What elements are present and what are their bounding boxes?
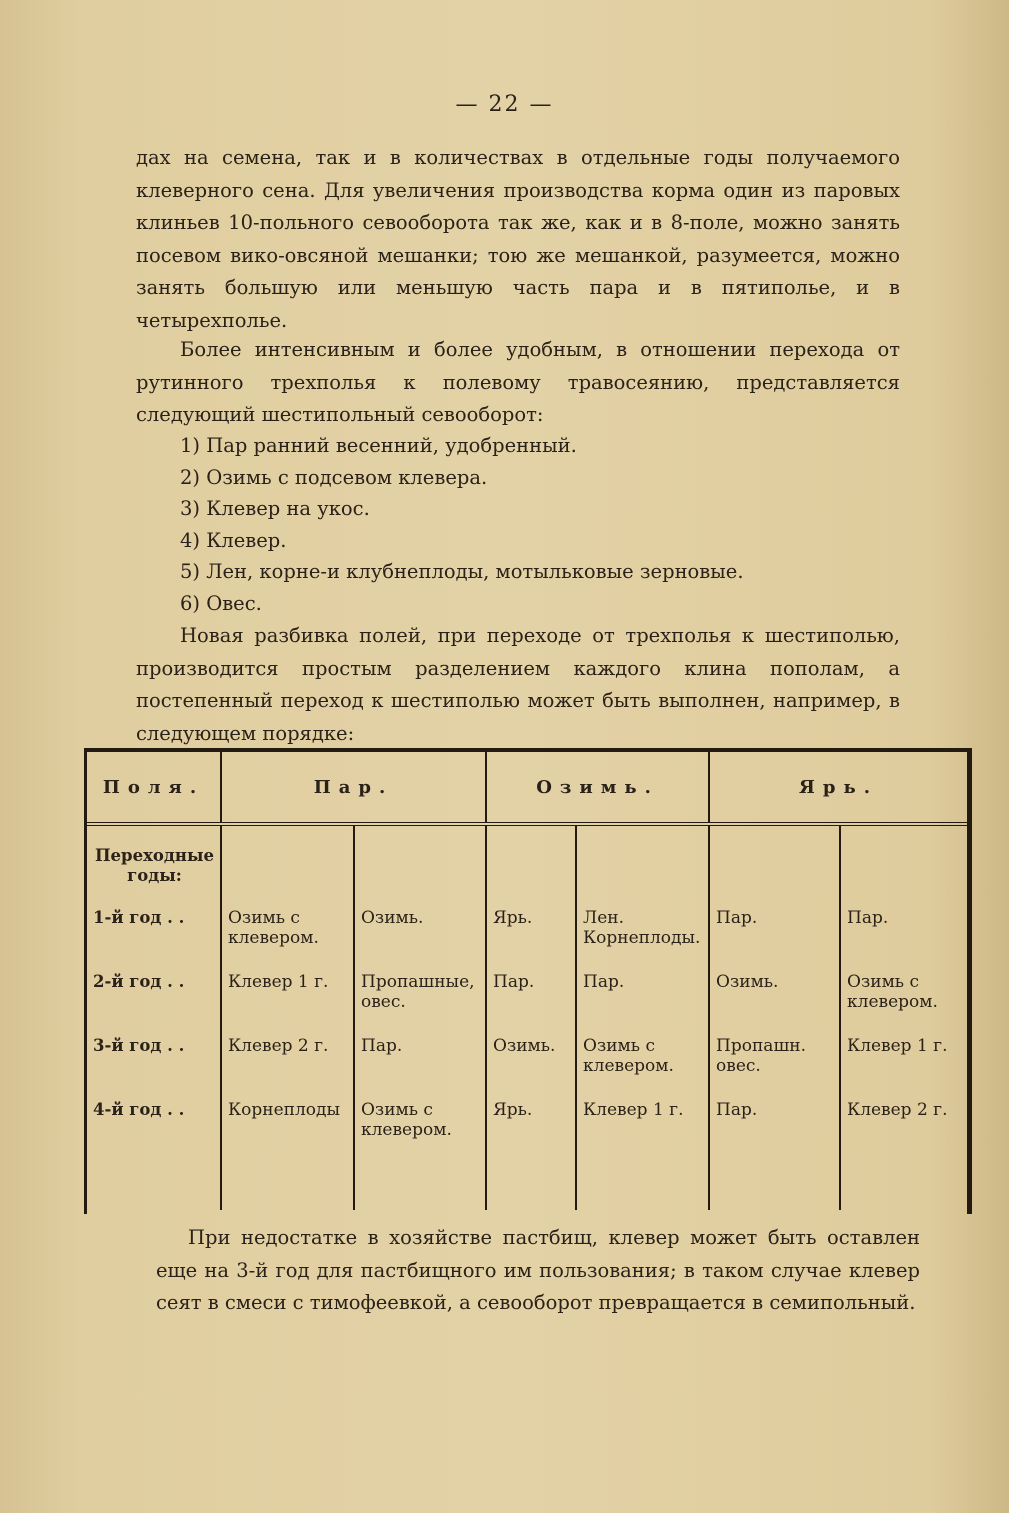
list-item: 1) Пар ранний весенний, удобренный. <box>180 434 577 457</box>
year-label: 3-й год . . <box>87 1032 221 1096</box>
paragraph-4: При недостатке в хозяйстве пастбищ, клевер может быть оставлен еще на 3-й год для пастбищного им пользования; в таком случае клевер сеят в смеси с тимофеевкой, а севооборот превращается в семипольный. <box>156 1226 920 1314</box>
year-label: 2-й год . . <box>87 968 221 1032</box>
table-cell: Лен. Корнеплоды. <box>576 904 709 968</box>
table-cell: Пар. <box>576 968 709 1032</box>
table-row <box>87 968 967 1032</box>
table-cell: Ярь. <box>486 904 576 968</box>
table-cell: Пар. <box>847 908 889 928</box>
table-cell: Клевер 2 г. <box>221 1032 354 1096</box>
paragraph-3: Новая разбивка полей, при переходе от трехполья к шестиполью, производится простым разделением каждого клина пополам, а постепенный переход к шестиполью может быть выполнен, например, в следующем порядке: <box>136 624 900 745</box>
list-item: 6) Овес. <box>180 591 262 615</box>
table-cell: Пропашн. овес. <box>709 1032 840 1096</box>
table-row <box>87 1096 967 1210</box>
list-item: 4) Клевер. <box>180 528 287 552</box>
table-row <box>87 904 967 968</box>
table-cell: Корнеплоды <box>221 1096 354 1210</box>
list-item: 2) Озимь с подсевом клевера. <box>180 465 488 489</box>
page-number: — 22 — <box>455 92 554 117</box>
header-spring: Ярь. <box>709 752 967 824</box>
table-cell: Пропашные, овес. <box>354 968 486 1032</box>
year-label: 4-й год . . <box>87 1096 221 1210</box>
table-cell: Озимь. <box>709 968 840 1032</box>
table-cell: Озимь с клевером. <box>221 904 354 968</box>
table-cell: Пар. <box>486 968 576 1032</box>
paragraph-1: дах на семена, так и в количествах в отдельные годы получаемого клеверного сена. Для увеличения производства корма один из паровых клиньев 10-польного севооборота так же, как и в 8-поле, можно занять посевом вико-овсяной мешанки; тою же мешанкой, разумеется, можно занять большую или меньшую часть пара и в пятиполье, и в четырехполье. <box>136 146 900 332</box>
transition-years-label: Переходные годы: <box>87 824 221 904</box>
table-cell: Озимь с клевером. <box>576 1032 709 1096</box>
table-cell: Пар. <box>709 904 840 968</box>
table-cell: Клевер 1 г. <box>576 1096 709 1210</box>
table-cell: Ярь. <box>486 1096 576 1210</box>
list-item: 5) Лен, корне-и клубнеплоды, мотыльковые зерновые. <box>180 560 744 583</box>
rotation-table <box>84 748 972 1214</box>
list-item: 3) Клевер на укос. <box>180 497 370 520</box>
table-row <box>87 1032 967 1096</box>
year-label: 1-й год . . <box>87 904 221 968</box>
table-header-row <box>87 752 967 824</box>
table-cell: Озимь. <box>486 1032 576 1096</box>
header-fallow: Пар. <box>221 752 486 824</box>
paragraph-2: Более интенсивным и более удобным, в отношении перехода от рутинного трехполья к полевому травосеянию, представляется следующий шестипольный севооборот: <box>136 338 900 426</box>
table-cell: Пар. <box>709 1096 840 1210</box>
table-cell: Озимь. <box>354 904 486 968</box>
table-cell: Клевер 1 г. <box>221 968 354 1032</box>
table-cell: Озимь с клевером. <box>354 1096 486 1210</box>
header-winter: Озимь. <box>486 752 709 824</box>
table-row <box>87 824 967 904</box>
table-cell: Пар. <box>354 1032 486 1096</box>
table-cell: Клевер 1 г. <box>847 1036 948 1056</box>
table-cell: Клевер 2 г. <box>847 1100 948 1120</box>
header-fields: Поля. <box>87 752 221 824</box>
table-cell: Озимь с клевером. <box>847 972 938 1012</box>
rotation-list <box>180 430 744 619</box>
